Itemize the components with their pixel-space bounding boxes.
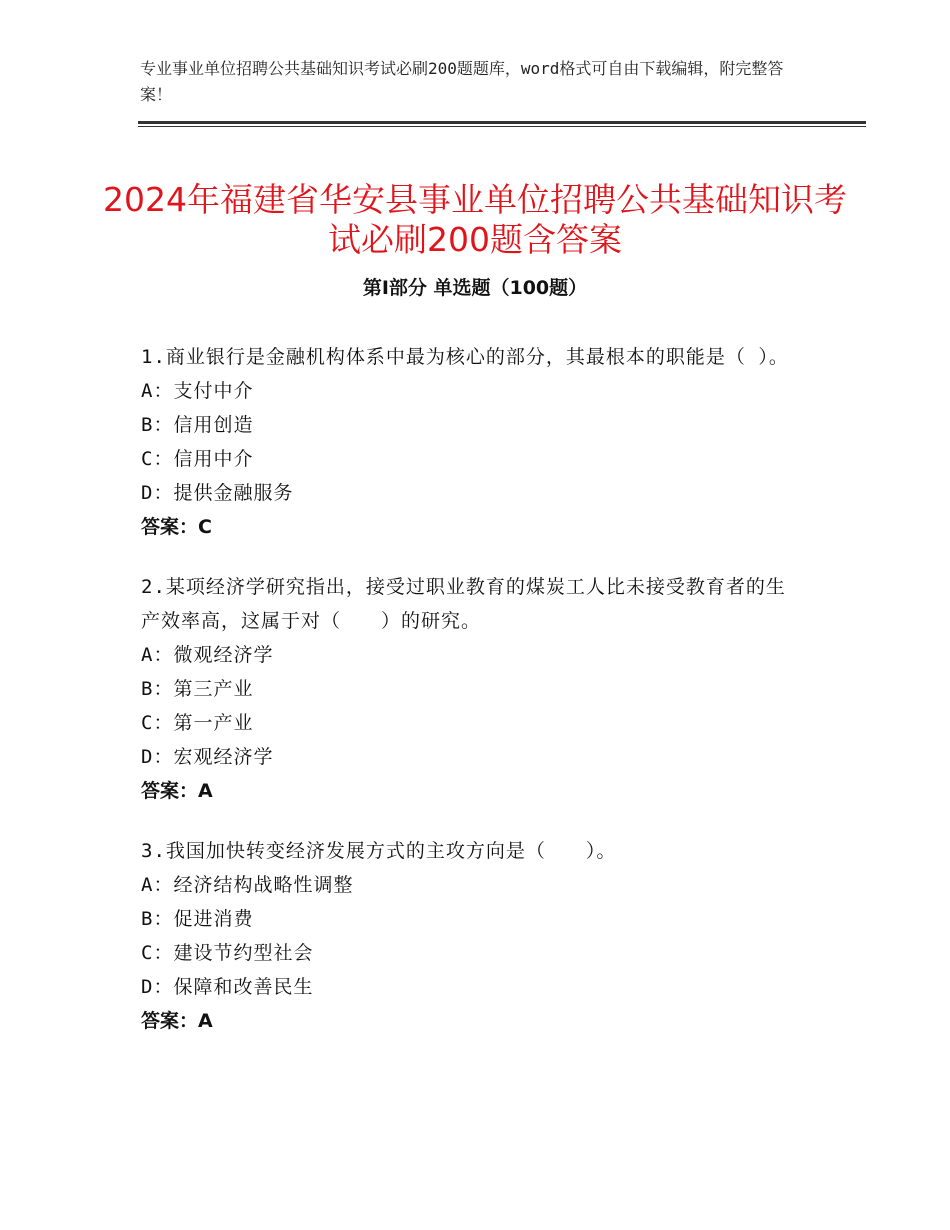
- option-d: D：提供金融服务: [141, 482, 294, 504]
- header-note: 专业事业单位招聘公共基础知识考试必刷200题题库，word格式可自由下载编辑，附完整答案！: [140, 59, 784, 104]
- question-stem: 3.我国加快转变经济发展方式的主攻方向是（ ）。: [141, 840, 617, 862]
- option-b: B：促进消费: [141, 908, 254, 930]
- document-title: 2024年福建省华安县事业单位招聘公共基础知识考试必刷200题含答案: [103, 180, 847, 260]
- answer: 答案：A: [141, 780, 213, 802]
- answer: 答案：C: [141, 516, 212, 538]
- section-title: 第I部分 单选题（100题）: [362, 277, 588, 299]
- option-c: C：信用中介: [141, 448, 254, 470]
- option-d: D：保障和改善民生: [141, 976, 314, 998]
- option-a: A：经济结构战略性调整: [141, 874, 354, 896]
- option-d: D：宏观经济学: [141, 746, 274, 768]
- question-stem: 1.商业银行是金融机构体系中最为核心的部分，其最根本的职能是（ ）。: [141, 346, 789, 368]
- option-a: A：微观经济学: [141, 644, 274, 666]
- answer: 答案：A: [141, 1010, 213, 1032]
- option-b: B：第三产业: [141, 678, 254, 700]
- option-c: C：第一产业: [141, 712, 254, 734]
- option-a: A：支付中介: [141, 380, 254, 402]
- header-divider-thick: [138, 121, 866, 124]
- header-divider-thin: [138, 126, 866, 127]
- option-c: C：建设节约型社会: [141, 942, 314, 964]
- question-stem: 2.某项经济学研究指出，接受过职业教育的煤炭工人比未接受教育者的生产效率高，这属于对（ ）的研究。: [141, 576, 786, 632]
- question-list: [141, 340, 801, 1064]
- question-2: [141, 570, 801, 808]
- option-b: B：信用创造: [141, 414, 254, 436]
- question-3: [141, 834, 801, 1038]
- question-1: [141, 340, 801, 544]
